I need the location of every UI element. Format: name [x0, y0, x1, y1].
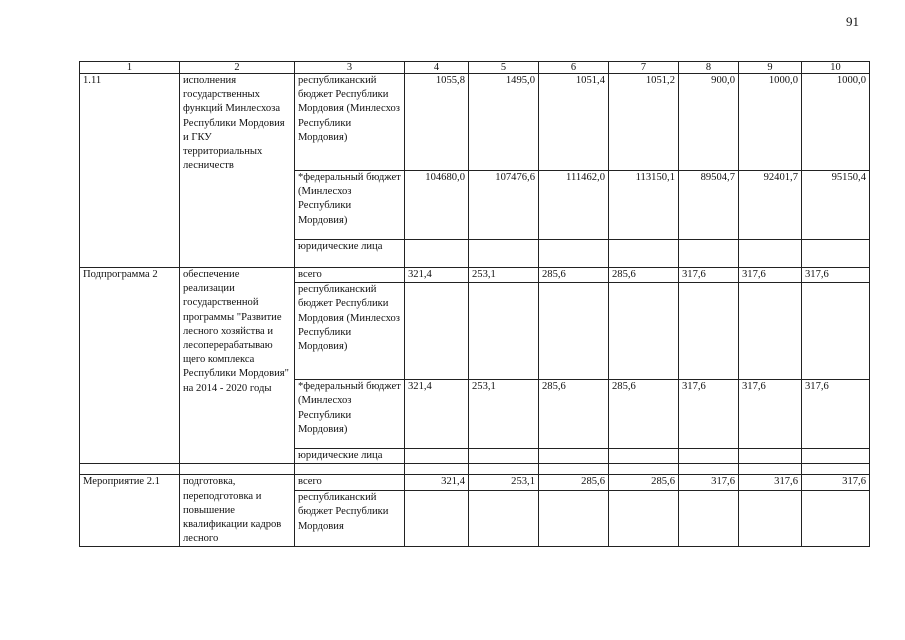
value-cell: 253,1: [469, 475, 539, 491]
value-cell: 1000,0: [739, 74, 802, 171]
table-row: [80, 475, 870, 491]
column-number: 2: [180, 62, 295, 74]
value-cell: 317,6: [679, 268, 739, 283]
budget-table: [79, 61, 870, 547]
value-cell: 113150,1: [609, 171, 679, 240]
value-cell: 285,6: [609, 380, 679, 449]
value-cell: 285,6: [539, 380, 609, 449]
column-number: 7: [609, 62, 679, 74]
value-cell: 317,6: [679, 380, 739, 449]
value-cell: 900,0: [679, 74, 739, 171]
funding-source: юридические лица: [295, 449, 405, 464]
column-number: 5: [469, 62, 539, 74]
column-number: 4: [405, 62, 469, 74]
value-cell: 1051,4: [539, 74, 609, 171]
column-number: 1: [80, 62, 180, 74]
value-cell: 321,4: [405, 268, 469, 283]
table-row: [80, 74, 870, 171]
value-cell: 321,4: [405, 380, 469, 449]
value-cell: 1495,0: [469, 74, 539, 171]
column-number: 6: [539, 62, 609, 74]
column-number: 8: [679, 62, 739, 74]
row-code: 1.11: [80, 74, 180, 268]
funding-source: всего: [295, 475, 405, 491]
value-cell: 104680,0: [405, 171, 469, 240]
row-name: подготовка, переподготовка и повышение квалификации кадров лесного: [180, 475, 295, 547]
value-cell: 285,6: [609, 268, 679, 283]
funding-source: *федеральный бюджет (Минлесхоз Республики Мордовия): [295, 171, 405, 240]
value-cell: 253,1: [469, 268, 539, 283]
table-row: [80, 268, 870, 283]
spacer-row: [80, 464, 870, 475]
row-code: Мероприятие 2.1: [80, 475, 180, 547]
column-number: 9: [739, 62, 802, 74]
funding-source: республиканский бюджет Республики Мордовия (Минлесхоз Республики Мордовия): [295, 283, 405, 380]
value-cell: 321,4: [405, 475, 469, 491]
value-cell: 107476,6: [469, 171, 539, 240]
value-cell: 317,6: [739, 380, 802, 449]
value-cell: 285,6: [539, 475, 609, 491]
value-cell: 253,1: [469, 380, 539, 449]
value-cell: 111462,0: [539, 171, 609, 240]
column-number-row: [80, 62, 870, 74]
value-cell: 317,6: [802, 475, 870, 491]
funding-source: юридические лица: [295, 240, 405, 268]
value-cell: 89504,7: [679, 171, 739, 240]
funding-source: *федеральный бюджет (Минлесхоз Республики Мордовия): [295, 380, 405, 449]
value-cell: 317,6: [679, 475, 739, 491]
value-cell: 285,6: [609, 475, 679, 491]
value-cell: 285,6: [539, 268, 609, 283]
value-cell: 92401,7: [739, 171, 802, 240]
value-cell: 95150,4: [802, 171, 870, 240]
row-name: обеспечение реализации государственной программы "Развитие лесного хозяйства и лесоперерабатываю щего комплекса Республики Мордовия" на 2014 - 2020 годы: [180, 268, 295, 464]
value-cell: 317,6: [802, 380, 870, 449]
row-name: исполнения государственных функций Минлесхоза Республики Мордовия и ГКУ территориальных лесничеств: [180, 74, 295, 268]
value-cell: 317,6: [739, 268, 802, 283]
value-cell: 1051,2: [609, 74, 679, 171]
column-number: 10: [802, 62, 870, 74]
row-code: Подпрограмма 2: [80, 268, 180, 464]
value-cell: 1000,0: [802, 74, 870, 171]
value-cell: 1055,8: [405, 74, 469, 171]
value-cell: 317,6: [739, 475, 802, 491]
value-cell: 317,6: [802, 268, 870, 283]
funding-source: республиканский бюджет Республики Мордовия: [295, 491, 405, 547]
funding-source: республиканский бюджет Республики Мордовия (Минлесхоз Республики Мордовия): [295, 74, 405, 171]
page-number: 91: [846, 14, 859, 29]
funding-source: всего: [295, 268, 405, 283]
column-number: 3: [295, 62, 405, 74]
